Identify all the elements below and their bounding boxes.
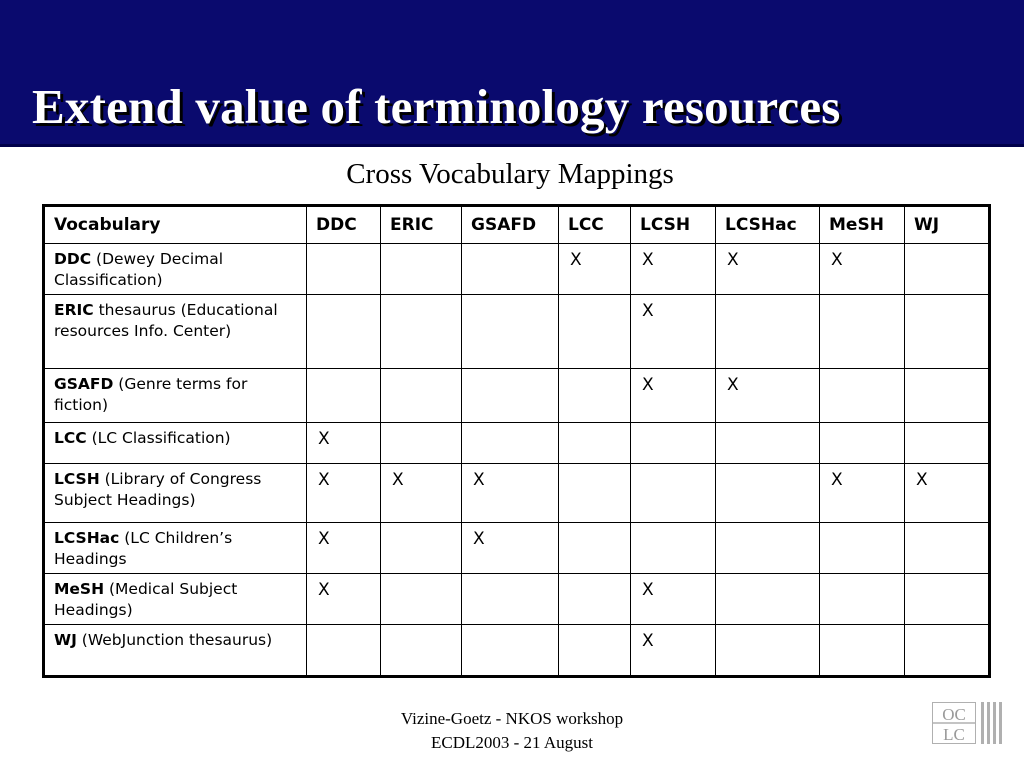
vocabulary-cell — [44, 295, 307, 369]
table-row — [44, 295, 990, 369]
table-row — [44, 464, 990, 523]
mapping-cell — [462, 369, 559, 423]
mapping-cell — [381, 369, 462, 423]
column-header: GSAFD — [462, 206, 559, 244]
vocabulary-abbr: LCC — [54, 429, 87, 447]
mapping-cell: X — [307, 523, 381, 574]
mapping-cell: X — [716, 244, 820, 295]
mapping-table — [42, 204, 991, 678]
vocabulary-description: (Genre terms for fiction) — [54, 375, 248, 414]
mapping-cell — [559, 369, 631, 423]
mapping-cell — [905, 244, 990, 295]
footer-line: ECDL2003 - 21 August — [431, 733, 593, 752]
mapping-cell — [905, 295, 990, 369]
mapping-cell — [307, 295, 381, 369]
vocabulary-description: (Medical Subject Headings) — [54, 580, 238, 619]
mapping-cell: X — [631, 369, 716, 423]
mapping-cell — [631, 423, 716, 464]
mapping-cell — [820, 423, 905, 464]
mapping-cell — [559, 295, 631, 369]
mapping-cell: X — [820, 244, 905, 295]
mapping-cell — [631, 464, 716, 523]
slide-subtitle — [0, 158, 1024, 191]
mapping-cell — [462, 295, 559, 369]
vocabulary-cell — [44, 574, 307, 625]
mapping-cell: X — [631, 244, 716, 295]
mapping-cell: X — [462, 523, 559, 574]
vocabulary-description: (LC Children’s Headings — [54, 529, 233, 568]
footer-line: Vizine-Goetz - NKOS workshop — [400, 709, 624, 728]
mapping-cell: X — [307, 574, 381, 625]
column-header: Vocabulary — [44, 206, 307, 244]
vocabulary-cell — [44, 464, 307, 523]
mapping-cell — [462, 244, 559, 295]
banner-divider — [0, 144, 1024, 147]
column-header: LCSH — [631, 206, 716, 244]
mapping-cell: X — [820, 464, 905, 523]
mapping-cell — [716, 423, 820, 464]
vocabulary-cell — [44, 369, 307, 423]
vocabulary-description: (Library of Congress Subject Headings) — [54, 470, 262, 509]
mapping-cell — [381, 423, 462, 464]
column-header: DDC — [307, 206, 381, 244]
slide-title: Extend value of terminology resources — [32, 79, 841, 134]
column-header: LCC — [559, 206, 631, 244]
table-row — [44, 244, 990, 295]
mapping-cell — [820, 295, 905, 369]
mapping-cell — [381, 244, 462, 295]
table-row — [44, 423, 990, 464]
mapping-cell — [716, 295, 820, 369]
mapping-cell — [820, 523, 905, 574]
mapping-cell: X — [716, 369, 820, 423]
oclc-logo — [932, 702, 1006, 744]
subtitle-text: Cross Vocabulary Mappings — [346, 158, 674, 190]
vocabulary-cell — [44, 625, 307, 677]
vocabulary-cell — [44, 423, 307, 464]
column-header: WJ — [905, 206, 990, 244]
vocabulary-description: thesaurus (Educational resources Info. Center) — [54, 301, 278, 340]
mapping-cell — [716, 574, 820, 625]
vocabulary-abbr: GSAFD — [54, 375, 114, 393]
column-header: ERIC — [381, 206, 462, 244]
vocabulary-description: (LC Classification) — [86, 429, 231, 447]
table-header-row — [44, 206, 990, 244]
mapping-cell — [307, 244, 381, 295]
mapping-cell — [307, 625, 381, 677]
mapping-cell — [716, 523, 820, 574]
slide-footer — [0, 707, 1024, 755]
mapping-cell — [631, 523, 716, 574]
table-row — [44, 369, 990, 423]
mapping-cell: X — [631, 625, 716, 677]
vocabulary-abbr: LCSH — [54, 470, 100, 488]
logo-text-top: OC — [942, 705, 966, 724]
vocabulary-abbr: ERIC — [54, 301, 94, 319]
mapping-cell — [716, 464, 820, 523]
vocabulary-cell — [44, 523, 307, 574]
vocabulary-abbr: DDC — [54, 250, 92, 268]
mapping-cell — [905, 523, 990, 574]
table-row — [44, 625, 990, 677]
mapping-cell — [381, 523, 462, 574]
mapping-cell — [381, 574, 462, 625]
mapping-cell — [381, 625, 462, 677]
mapping-cell: X — [631, 574, 716, 625]
mapping-cell — [559, 574, 631, 625]
vocabulary-abbr: WJ — [54, 631, 77, 649]
mapping-cell — [559, 423, 631, 464]
column-header: MeSH — [820, 206, 905, 244]
mapping-cell: X — [631, 295, 716, 369]
mapping-cell — [905, 423, 990, 464]
mapping-cell: X — [559, 244, 631, 295]
mapping-cell — [559, 523, 631, 574]
mapping-cell — [905, 369, 990, 423]
vocabulary-description: (WebJunction thesaurus) — [76, 631, 273, 649]
mapping-cell — [462, 625, 559, 677]
vocabulary-abbr: MeSH — [54, 580, 105, 598]
mapping-cell — [462, 574, 559, 625]
mapping-cell — [820, 369, 905, 423]
logo-text-bottom: LC — [943, 725, 965, 744]
mapping-cell: X — [462, 464, 559, 523]
mapping-cell — [905, 574, 990, 625]
vocabulary-cell — [44, 244, 307, 295]
mapping-cell — [307, 369, 381, 423]
mapping-cell — [381, 295, 462, 369]
mapping-cell: X — [905, 464, 990, 523]
mapping-cell: X — [381, 464, 462, 523]
vocabulary-abbr: LCSHac — [54, 529, 120, 547]
mapping-cell — [820, 574, 905, 625]
mapping-cell: X — [307, 464, 381, 523]
column-header: LCSHac — [716, 206, 820, 244]
table-row — [44, 523, 990, 574]
mapping-cell — [462, 423, 559, 464]
mapping-cell: X — [307, 423, 381, 464]
mapping-cell — [716, 625, 820, 677]
vocabulary-description: (Dewey Decimal Classification) — [54, 250, 224, 289]
mapping-cell — [559, 464, 631, 523]
mapping-cell — [905, 625, 990, 677]
mapping-cell — [559, 625, 631, 677]
table-row — [44, 574, 990, 625]
mapping-cell — [820, 625, 905, 677]
